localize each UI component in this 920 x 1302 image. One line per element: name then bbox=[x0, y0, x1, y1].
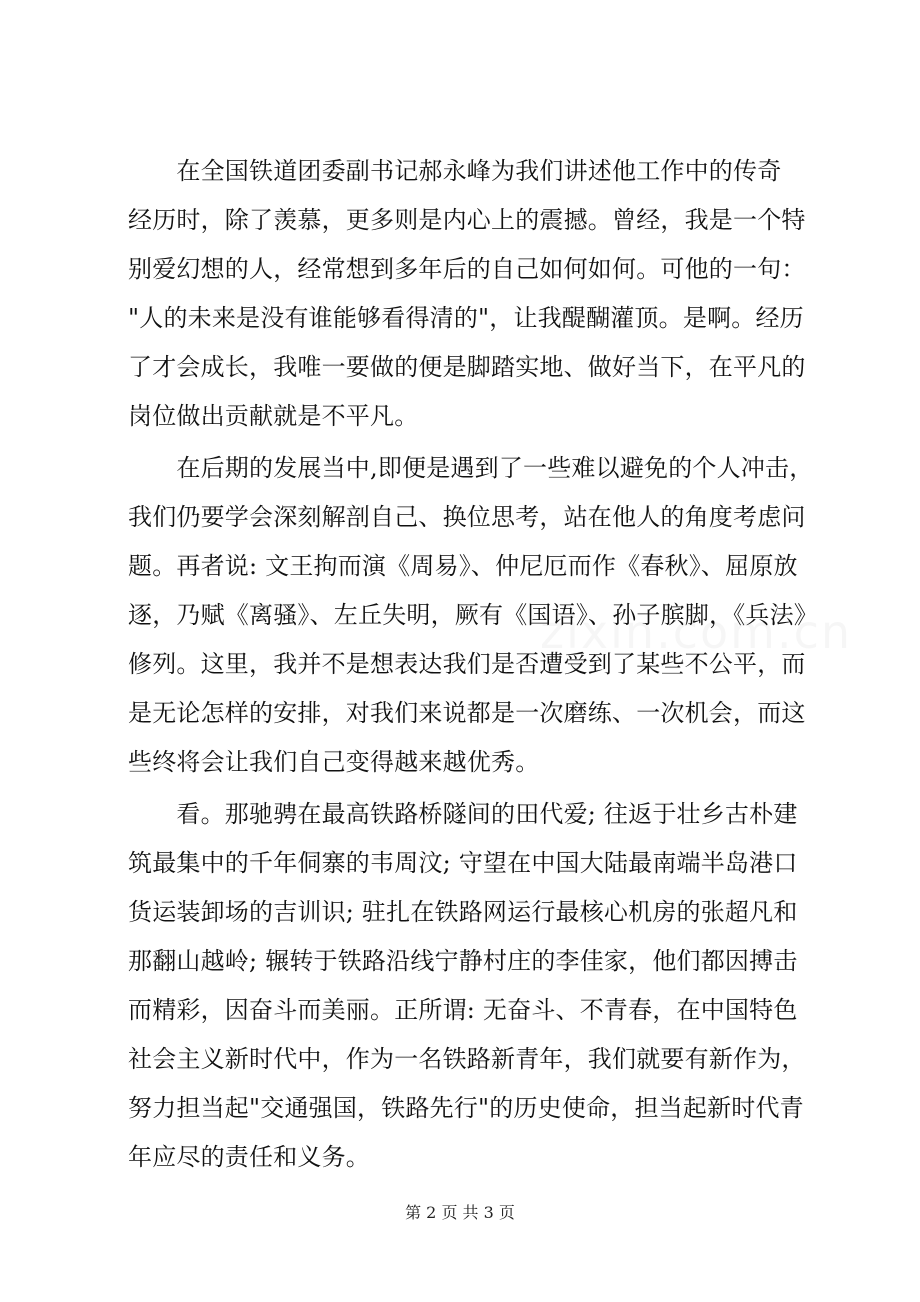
text-line: 经历时，除了羡慕，更多则是内心上的震撼。曾经，我是一个特 bbox=[128, 206, 806, 234]
text-line: 别爱幻想的人，经常想到多年后的自己如何如何。可他的一句： bbox=[128, 255, 806, 283]
text-line: "人的未来是没有谁能够看得清的"，让我醍醐灌顶。是啊。经历 bbox=[128, 304, 804, 332]
paragraph bbox=[128, 147, 806, 441]
text-line: 努力担当起"交通强国，铁路先行"的历史使命，担当起新时代青 bbox=[128, 1094, 804, 1122]
text-line: 社会主义新时代中，作为一名铁路新青年，我们就要有新作为， bbox=[128, 1045, 806, 1073]
paragraph bbox=[128, 790, 806, 1182]
text-line: 看。那驰骋在最高铁路桥隧间的田代爱; 往返于壮乡古朴建 bbox=[128, 800, 798, 828]
text-line: 修列。这里，我并不是想表达我们是否遭受到了某些不公平，而 bbox=[128, 650, 806, 678]
text-line: 些终将会让我们自己变得越来越优秀。 bbox=[128, 748, 540, 776]
text-line: 岗位做出贡献就是不平凡。 bbox=[128, 402, 419, 430]
text-line: 题。再者说: 文王拘而演《周易》、仲尼厄而作《春秋》、屈原放 bbox=[128, 552, 798, 580]
page-footer: 第 2 页 共 3 页 bbox=[405, 1203, 515, 1222]
text-line: 是无论怎样的安排，对我们来说都是一次磨练、一次机会，而这 bbox=[128, 699, 806, 727]
text-line: 那翻山越岭; 辗转于铁路沿线宁静村庄的李佳家，他们都因搏击 bbox=[128, 947, 798, 975]
text-line: 筑最集中的千年侗寨的韦周汶; 守望在中国大陆最南端半岛港口 bbox=[128, 849, 798, 877]
text-line: 在后期的发展当中,即便是遇到了一些难以避免的个人冲击， bbox=[128, 454, 814, 482]
text-line: 了才会成长，我唯一要做的便是脚踏实地、做好当下，在平凡的 bbox=[128, 353, 806, 381]
text-line: 逐，乃赋《离骚》、左丘失明，厥有《国语》、孙子膑脚，《兵法》 bbox=[128, 601, 818, 629]
paragraph bbox=[128, 444, 818, 787]
text-line: 在全国铁道团委副书记郝永峰为我们讲述他工作中的传奇 bbox=[128, 157, 782, 185]
document-body bbox=[128, 147, 818, 1182]
text-line: 年应尽的责任和义务。 bbox=[128, 1143, 370, 1171]
text-line: 我们仍要学会深刻解剖自己、换位思考，站在他人的角度考虑问 bbox=[128, 503, 806, 531]
text-line: 货运装卸场的吉训识; 驻扎在铁路网运行最核心机房的张超凡和 bbox=[128, 898, 798, 926]
text-line: 而精彩，因奋斗而美丽。正所谓: 无奋斗、不青春，在中国特色 bbox=[128, 996, 798, 1024]
